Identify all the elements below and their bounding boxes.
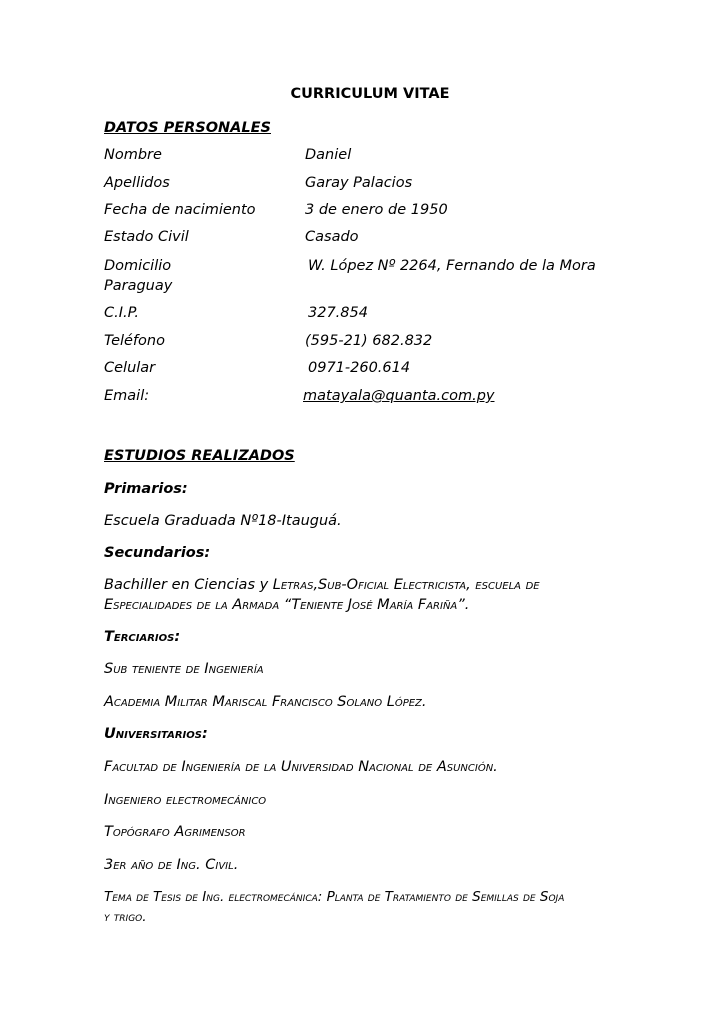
field-label-phone: Teléfono	[104, 333, 165, 349]
secondary-studies-line-2: Especialidades de la Armada “Teniente José María Fariña”.	[104, 597, 470, 613]
email-link[interactable]: matayala@quanta.com.py	[303, 388, 495, 404]
field-value-surnames: Garay Palacios	[305, 175, 413, 191]
tertiary-item: Academia Militar Mariscal Francisco Solano López.	[104, 694, 427, 710]
field-value-phone: (595-21) 682.832	[305, 333, 433, 349]
tertiary-studies-label: Terciarios:	[104, 629, 181, 645]
field-value-name: Daniel	[305, 147, 352, 163]
field-value-birthdate: 3 de enero de 1950	[305, 202, 448, 218]
university-studies-label: Universitarios:	[104, 726, 208, 742]
studies-heading: ESTUDIOS REALIZADOS	[104, 448, 295, 464]
secondary-studies-line-1a: Bachiller en Ciencias y	[104, 577, 273, 593]
field-value-cip: 327.854	[308, 305, 368, 321]
field-label-surnames: Apellidos	[104, 175, 170, 191]
university-item: Ingeniero electromecánico	[104, 792, 267, 808]
document-title: CURRICULUM VITAE	[290, 86, 450, 102]
field-label-email: Email:	[104, 388, 150, 404]
thesis-line-1: Tema de Tesis de Ing. electromecánica: Planta de Tratamiento de Semillas de Soja	[104, 889, 565, 905]
field-label-cip: C.I.P.	[104, 305, 139, 321]
field-label-birthdate: Fecha de nacimiento	[104, 202, 256, 218]
university-item: Topógrafo Agrimensor	[104, 824, 246, 840]
university-item: Facultad de Ingeniería de la Universidad Nacional de Asunción.	[104, 759, 498, 775]
field-label-civil-status: Estado Civil	[104, 229, 189, 245]
field-label-name: Nombre	[104, 147, 162, 163]
secondary-studies-line-1b: Letras,Sub-Oficial Electricista, escuela de	[272, 577, 540, 593]
secondary-studies-label: Secundarios:	[104, 545, 211, 561]
secondary-studies-line-1	[104, 577, 540, 593]
field-value-address: W. López Nº 2264, Fernando de la Mora	[308, 258, 596, 274]
university-item: 3er año de Ing. Civil.	[104, 857, 239, 873]
tertiary-item: Sub teniente de Ingeniería	[104, 661, 264, 677]
field-label-mobile: Celular	[104, 360, 156, 376]
field-value-country: Paraguay	[104, 278, 173, 294]
personal-data-heading: DATOS PERSONALES	[104, 120, 271, 136]
field-label-address: Domicilio	[104, 258, 172, 274]
thesis-line-2: y trigo.	[104, 909, 147, 925]
field-value-mobile: 0971-260.614	[308, 360, 411, 376]
primary-studies-label: Primarios:	[104, 481, 188, 497]
primary-studies-text: Escuela Graduada Nº18-Itauguá.	[104, 513, 342, 529]
field-value-civil-status: Casado	[305, 229, 359, 245]
